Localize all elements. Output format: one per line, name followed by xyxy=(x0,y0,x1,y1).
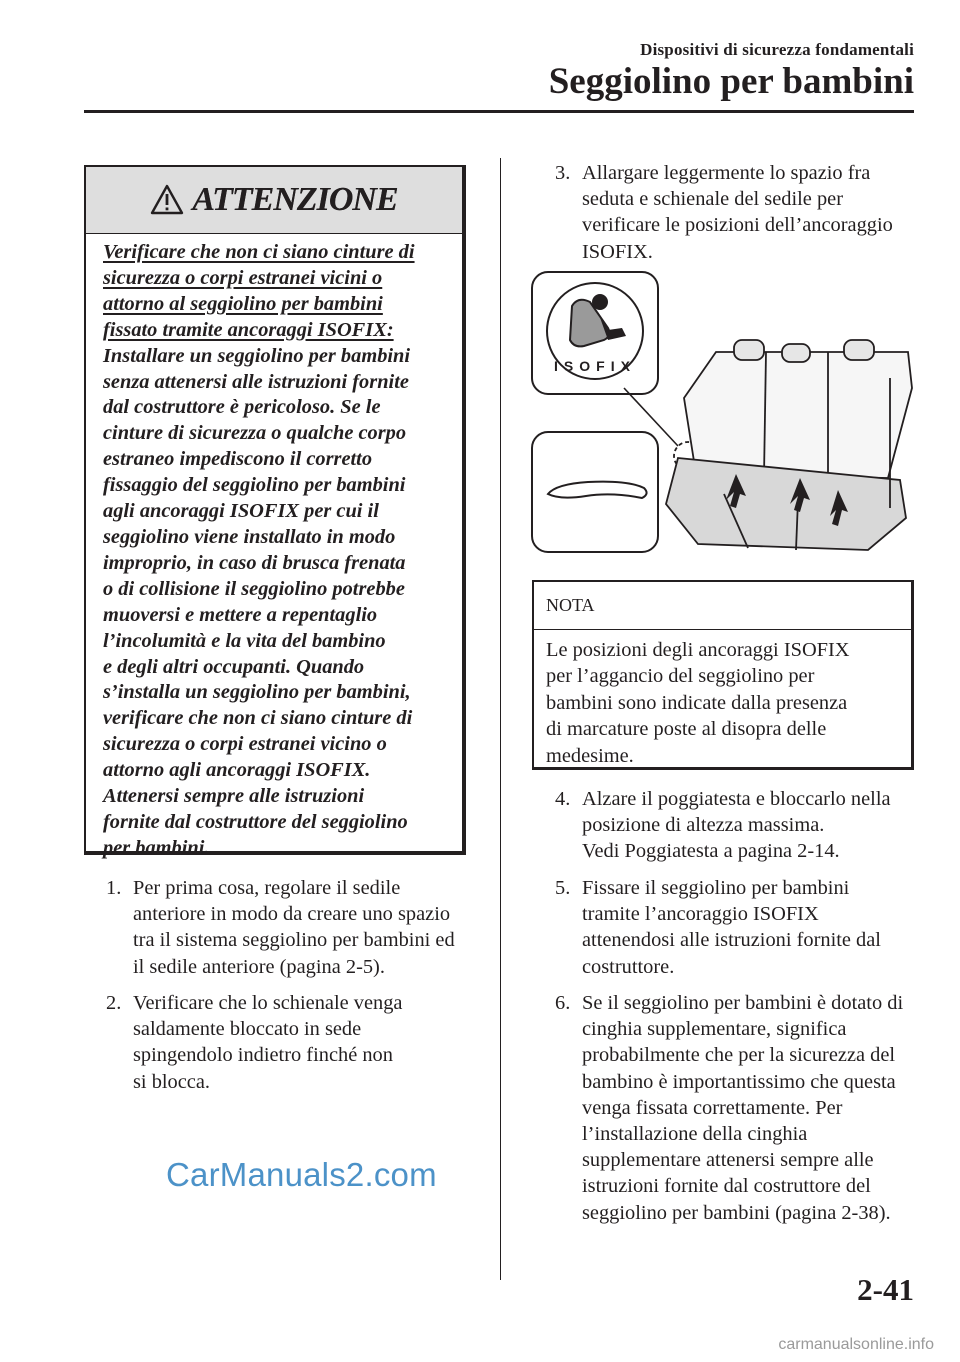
step-2 xyxy=(106,990,402,1095)
warning-title: ATTENZIONE xyxy=(192,181,398,218)
warning-header xyxy=(86,167,462,234)
step-number: 3. xyxy=(555,162,571,184)
step-line: supplementare attenersi sempre alle xyxy=(582,1149,874,1172)
step-line: si blocca. xyxy=(133,1070,211,1093)
warning-line: o di collisione il seggiolino potrebbe xyxy=(103,577,405,600)
rear-seat xyxy=(666,340,912,550)
step-line: cinghia supplementare, significa xyxy=(582,1018,847,1041)
section-label: Dispositivi di sicurezza fondamentali xyxy=(640,40,914,59)
note-title: NOTA xyxy=(534,582,911,630)
note-line: per l’aggancio del seggiolino per xyxy=(546,665,815,688)
chapter-title: Seggiolino per bambini xyxy=(548,61,914,102)
isofix-seat-illustration xyxy=(528,268,918,558)
step-1 xyxy=(106,875,455,980)
step-line: spingendolo indietro finché non xyxy=(133,1044,393,1067)
warning-line: dal costruttore è pericoloso. Se le xyxy=(103,396,381,419)
warning-line: agli ancoraggi ISOFIX per cui il xyxy=(103,500,379,523)
column-divider xyxy=(500,158,501,1280)
warning-line: attorno agli ancoraggi ISOFIX. xyxy=(103,759,371,782)
warning-line: per bambini. xyxy=(103,836,210,859)
step-line: anteriore in modo da creare uno spazio xyxy=(133,903,451,926)
step-line: Alzare il poggiatesta e bloccarlo nella xyxy=(582,788,891,810)
warning-line: l’incolumità e la vita del bambino xyxy=(103,629,386,652)
step-line: saldamente bloccato in sede xyxy=(133,1018,362,1041)
warning-line: verificare che non ci siano cinture di xyxy=(103,707,413,730)
step-line: seduta e schienale del sedile per xyxy=(582,188,843,211)
warning-line: seggiolino viene installato in modo xyxy=(103,525,396,548)
step-number: 2. xyxy=(106,992,122,1014)
step-number: 4. xyxy=(555,788,571,810)
step-line: Fissare il seggiolino per bambini xyxy=(582,877,850,899)
warning-line: senza attenersi alle istruzioni fornite xyxy=(103,370,409,393)
warning-line: s’installa un seggiolino per bambini, xyxy=(103,681,411,704)
step-6 xyxy=(555,990,903,1226)
step-4 xyxy=(555,786,891,865)
warning-line: estraneo impediscono il corretto xyxy=(103,448,373,471)
note-line: medesime. xyxy=(546,744,634,767)
step-line: tra il sistema seggiolino per bambini ed xyxy=(133,929,455,952)
warning-triangle-icon xyxy=(150,184,184,216)
step-line: venga fissata correttamente. Per xyxy=(582,1096,843,1119)
warning-line: Verificare che non ci siano cinture di xyxy=(103,241,415,263)
warning-line: sicurezza o corpi estranei vicino o xyxy=(103,733,387,756)
watermark-logo: CarManuals2.com xyxy=(166,1156,437,1193)
step-line: Vedi Poggiatesta a pagina 2-14. xyxy=(582,840,840,863)
warning-line: fissaggio del seggiolino per bambini xyxy=(103,474,406,497)
step-number: 1. xyxy=(106,877,122,899)
warning-line: Installare un seggiolino per bambini xyxy=(103,344,411,367)
step-line: verificare le posizioni dell’ancoraggio xyxy=(582,214,893,237)
step-line: istruzioni fornite dal costruttore del xyxy=(582,1175,871,1198)
warning-line: sicurezza o corpi estranei vicini o xyxy=(103,266,383,289)
warning-text xyxy=(86,240,462,862)
warning-line: e degli altri occupanti. Quando xyxy=(103,655,365,678)
note-box xyxy=(532,580,914,770)
step-line: Per prima cosa, regolare il sedile xyxy=(133,877,401,899)
warning-line: improprio, in caso di brusca frenata xyxy=(103,551,406,574)
step-line: Se il seggiolino per bambini è dotato di xyxy=(582,992,904,1014)
step-number: 6. xyxy=(555,992,571,1014)
step-number: 5. xyxy=(555,877,571,899)
bottom-watermark: carmanualsonline.info xyxy=(778,1336,934,1353)
warning-box xyxy=(84,165,466,859)
step-line: seggiolino per bambini (pagina 2-38). xyxy=(582,1201,891,1224)
step-line: costruttore. xyxy=(582,955,675,978)
step-3 xyxy=(555,160,893,265)
step-line: attenendosi alle istruzioni fornite dal xyxy=(582,929,881,952)
header-rule xyxy=(84,110,914,113)
step-line: Allargare leggermente lo spazio fra xyxy=(582,162,871,184)
warning-line: Attenersi sempre alle istruzioni xyxy=(103,785,365,808)
warning-line: cinture di sicurezza o qualche corpo xyxy=(103,422,407,445)
note-line: Le posizioni degli ancoraggi ISOFIX xyxy=(546,639,850,661)
seat-gap-detail xyxy=(532,432,658,552)
isofix-child-seat-icon xyxy=(532,272,658,394)
page-number: 2-41 xyxy=(857,1272,914,1307)
step-line: ISOFIX. xyxy=(582,240,653,263)
note-line: di marcature poste al disopra delle xyxy=(546,718,827,741)
note-text xyxy=(534,630,911,769)
warning-line: fornite dal costruttore del seggiolino xyxy=(103,810,408,833)
step-line: Verificare che lo schienale venga xyxy=(133,992,403,1014)
step-line: probabilmente che per la sicurezza del xyxy=(582,1044,896,1067)
step-line: posizione di altezza massima. xyxy=(582,814,825,837)
step-5 xyxy=(555,875,881,980)
isofix-label: ISOFIX xyxy=(554,358,636,374)
warning-line: fissato tramite ancoraggi ISOFIX: xyxy=(103,318,394,341)
warning-line: muoversi e mettere a repentaglio xyxy=(103,603,378,626)
step-line: tramite l’ancoraggio ISOFIX xyxy=(582,903,819,926)
step-line: il sedile anteriore (pagina 2-5). xyxy=(133,955,385,978)
step-line: bambino è importantissimo che questa xyxy=(582,1070,896,1093)
warning-line: attorno al seggiolino per bambini xyxy=(103,292,383,315)
step-line: l’installazione della cinghia xyxy=(582,1123,808,1146)
note-line: bambini sono indicate dalla presenza xyxy=(546,691,848,714)
